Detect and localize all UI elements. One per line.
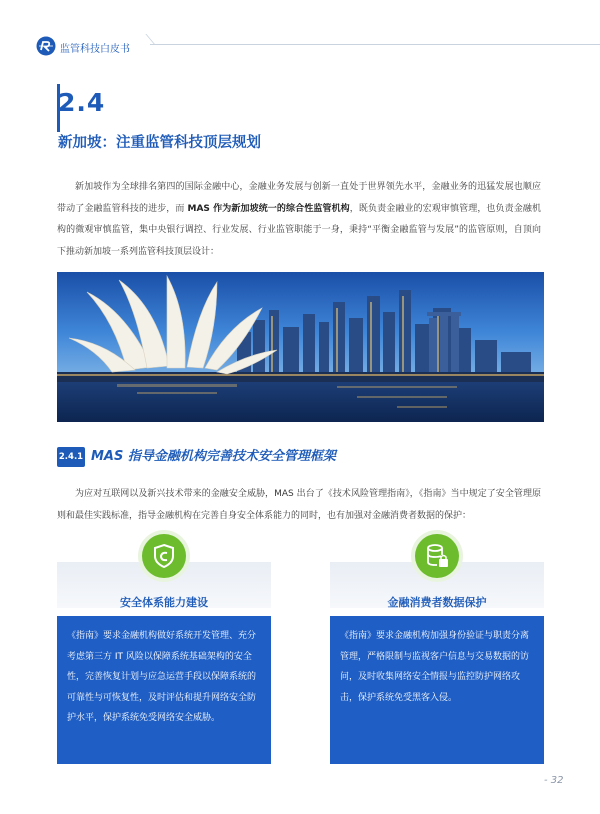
shield-check-icon <box>142 534 186 578</box>
section-title: 新加坡：注重监管科技顶层规划 <box>58 135 261 151</box>
card-text: 《指南》要求金融机构做好系统开发管理、充分考虑第三方 IT 风险以保障系统基础架构的安全性，完善恢复计划与应急运营手段以保障系统的可靠性与可恢复性，及时评估和提升网络安全防护水平，保护系统免受网络安全威胁。 <box>67 631 257 723</box>
subsection-number: 2.4.1 <box>57 447 85 467</box>
rc-logo-icon <box>36 36 56 56</box>
paragraph-bold-text: MAS 作为新加坡统一的综合性监管机构 <box>187 203 350 214</box>
card-consumer-data-protection <box>330 562 544 764</box>
card-title: 金融消费者数据保护 <box>387 596 487 609</box>
paragraph-text: ，既负责金融业的宏观审慎管理，也负责金融机构的微观审慎监管，集中央银行调控、行业发展、行业监管职能于一身，秉持“平衡金融监管与发展”的监管原则，自顶向下推动新加坡一系列监管科技顶层设计： <box>57 203 541 257</box>
section-paragraph <box>57 177 541 263</box>
card-body <box>57 616 271 764</box>
section-number: 2.4 <box>58 88 106 117</box>
singapore-skyline-photo <box>57 272 544 422</box>
paragraph-text: 新加坡作为全球排名第四的国际金融中心，金融业务发展与创新一直处于世界领先水平，金融业务的迅猛发展也顺应带动了金融监管科技的进步，而 <box>57 182 541 214</box>
header-title: 监管科技白皮书 <box>60 44 130 55</box>
card-body <box>330 616 544 764</box>
card-text: 《指南》要求金融机构加强身份验证与职责分离管理，严格限制与监视客户信息与交易数据的访问，及时收集网络安全情报与监控防护网络攻击，保护系统免受黑客入侵。 <box>340 631 530 703</box>
subsection-title: MAS 指导金融机构完善技术安全管理框架 <box>91 449 336 464</box>
card-title: 安全体系能力建设 <box>120 596 208 609</box>
header-divider <box>150 44 600 45</box>
page-number: - 32 <box>544 775 564 786</box>
database-lock-icon <box>415 534 459 578</box>
card-security-capability <box>57 562 271 764</box>
subsection-paragraph: 为应对互联网以及新兴技术带来的金融安全威胁，MAS 出台了《技术风险管理指南》，《指南》当中规定了安全管理原则和最佳实践标准，指导金融机构在完善自身安全体系能力的同时，也有加强对金融消费者数据的保护： <box>57 489 541 521</box>
